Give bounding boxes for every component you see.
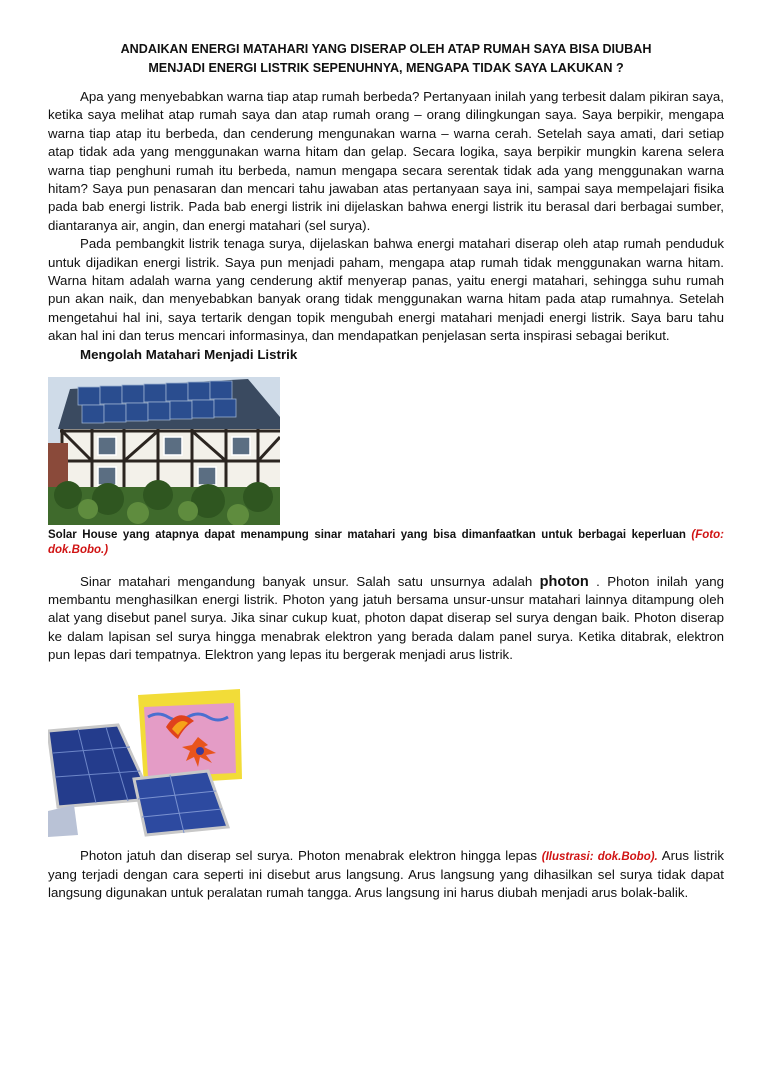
- solar-house-photo: [48, 377, 280, 525]
- paragraph-direct-current: [48, 847, 724, 903]
- illustration-credit: (Ilustrasi: dok.Bobo).: [541, 850, 658, 863]
- photon-keyword: photon: [539, 573, 589, 590]
- solar-cell-illustration: [48, 687, 244, 837]
- caption-text: Solar House yang atapnya dapat menampung sinar matahari yang bisa dimanfaatkan untuk berbagai keperluan: [48, 528, 692, 541]
- dc-text-after: Arus listrik yang terjadi dengan cara seperti ini disebut arus langsung. Arus langsung yang dihasilkan sel surya tidak dapat langsung digunakan untuk peralatan rumah tangga. Arus langsung ini harus diubah menjadi arus bolak-balik.: [48, 847, 725, 901]
- photon-text-after: . Photon inilah yang membantu menghasilkan energi listrik. Photon yang jatuh bersama unsur-unsur matahari lainnya ditampung oleh alat yang disebut panel surya. Jika sinar cukup kuat, photon dapat diserap sel surya dengan baik. Photon diserap ke dalam lapisan sel surya hingga menabrak elektron yang berada dalam panel surya. Ketika ditabrak, elektron pun lepas dari tempatnya. Elektron yang lepas itu bergerak menjadi arus listrik.: [48, 573, 724, 663]
- document-title: [48, 40, 724, 78]
- photo-caption: [48, 528, 724, 559]
- dc-text-before: Photon jatuh dan diserap sel surya. Photon menabrak elektron hingga lepas: [80, 847, 542, 863]
- title-line-1: ANDAIKAN ENERGI MATAHARI YANG DISERAP OLEH ATAP RUMAH SAYA BISA DIUBAH: [120, 42, 652, 56]
- photo-credit: (Foto: dok.Bobo.): [48, 528, 724, 557]
- paragraph-photon: [48, 573, 724, 665]
- section-heading: Mengolah Matahari Menjadi Listrik: [80, 346, 298, 362]
- document-page: [48, 40, 724, 903]
- paragraph-solar-power: Pada pembangkit listrik tenaga surya, dijelaskan bahwa energi matahari diserap oleh atap rumah penduduk untuk dijadikan energi listrik. Saya pun menjadi paham, mengapa atap rumah tidak menggunakan warna hitam. Warna hitam adalah warna yang cenderung aktif menyerap panas, yaitu energi matahari, sehingga suhu rumah pun akan naik, dan menyebabkan banyak orang tidak menggunakan warna hitam pada atap rumahnya. Setelah mengetahui hal ini, saya tertarik dengan topik mengubah energi matahari menjadi energi listrik. Saya baru tahu akan hal ini dan terus mencari informasinya, dan mendapatkan penjelasan serta inspirasi sebagai berikut.: [48, 236, 724, 344]
- paragraph-intro: Apa yang menyebabkan warna tiap atap rumah berbeda? Pertanyaan inilah yang terbesit dalam pikiran saya, ketika saya melihat atap rumah saya dan atap rumah orang – orang dilingkungan saya. Saya berpikir, mengapa warna tiap atap itu berbeda, dan cenderung mengunakan warna – warna cerah. Setelah saya amati, dari setiap atap tidak ada yang menggunakan warna hitam dan gelap. Secara logika, saya berpikir mungkin karena selera warna tiap penghuni rumah itu berbeda, namun mengapa secara serentak tidak ada yang menggunakan warna hitam? Saya pun penasaran dan mencari tahu jawaban atas pertanyaan saya ini, sampai saya mempelajari fisika pada bab energi listrik. Pada bab energi listrik ini dijelaskan bahwa energi listrik itu berasal dari berbagai sumber, diantaranya air, angin, dan energi matahari (sel surya).: [48, 89, 724, 233]
- title-line-2: MENJADI ENERGI LISTRIK SEPENUHNYA, MENGAPA TIDAK SAYA LAKUKAN ?: [148, 61, 624, 75]
- photon-text-before: Sinar matahari mengandung banyak unsur. Salah satu unsurnya adalah: [80, 573, 540, 589]
